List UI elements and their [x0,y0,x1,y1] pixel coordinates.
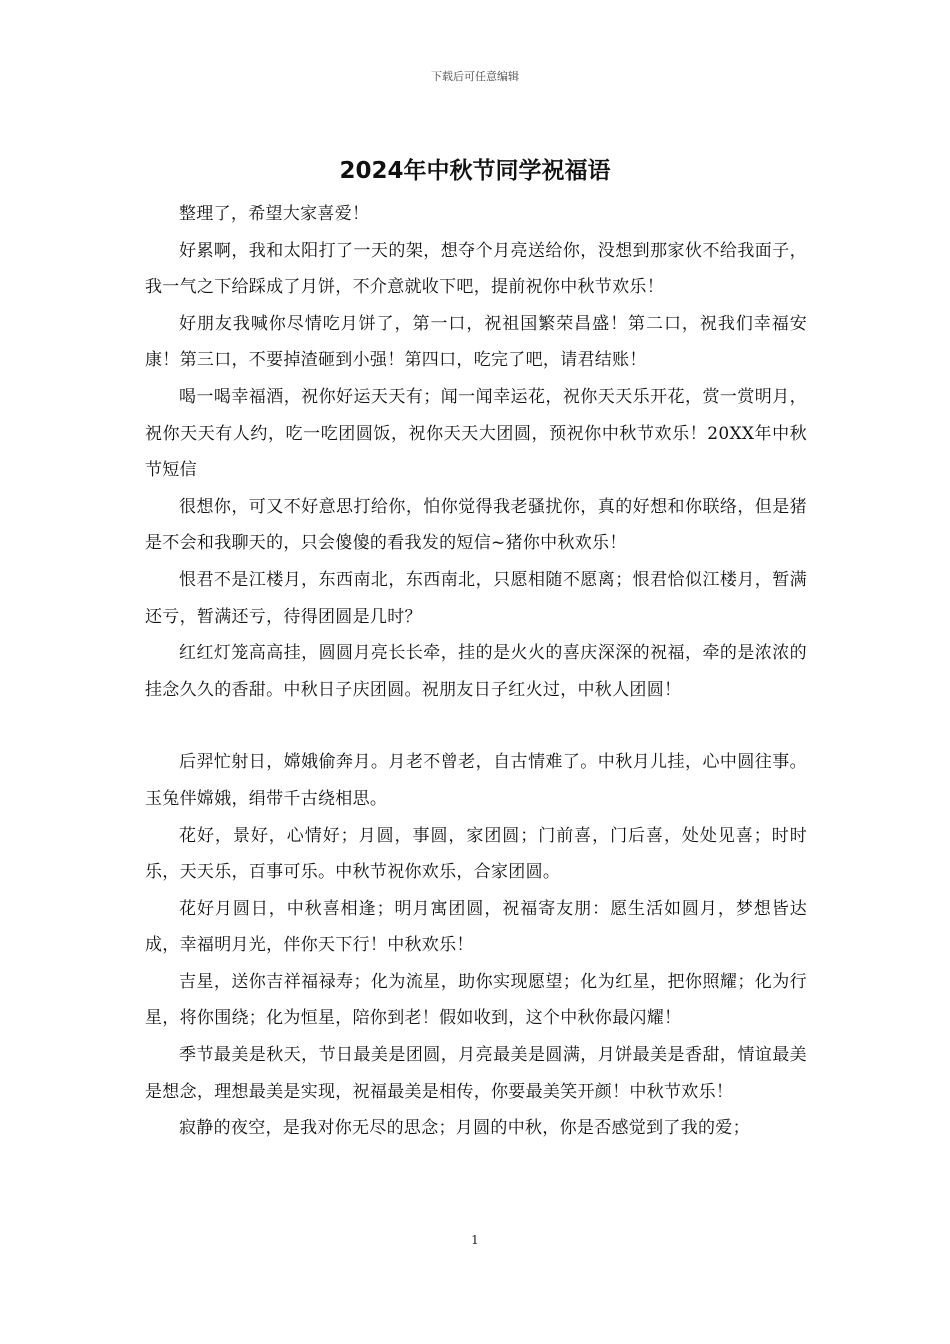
paragraph: 季节最美是秋天，节日最美是团圆，月亮最美是圆满，月饼最美是香甜，情谊最美是想念，理想最美是实现，祝福最美是相传，你要最美笑开颜！中秋节欢乐！ [145,1045,807,1102]
paragraph: 好累啊，我和太阳打了一天的架，想夺个月亮送给你，没想到那家伙不给我面子，我一气之下给踩成了月饼，不介意就收下吧，提前祝你中秋节欢乐！ [145,240,807,298]
page-title: 2024年中秋节同学祝福语 [339,158,611,184]
paragraph: 花好月圆日，中秋喜相逢；明月寓团圆，祝福寄友朋：愿生活如圆月，梦想皆达成，幸福明月光，伴你天下行！中秋欢乐！ [145,898,807,956]
paragraph: 寂静的夜空，是我对你无尽的思念；月圆的中秋，你是否感觉到了我的爱； [179,1118,750,1139]
paragraph: 喝一喝幸福酒，祝你好运天天有；闻一闻幸运花，祝你天天乐开花，赏一赏明月，祝你天天有人约，吃一吃团圆饭，祝你天天大团圆，预祝你中秋节欢乐！20XX年中秋节短信 [145,386,807,481]
paragraph: 好朋友我喊你尽情吃月饼了，第一口，祝祖国繁荣昌盛！第二口，祝我们幸福安康！第三口，不要掉渣砸到小强！第四口，吃完了吧，请君结账！ [145,313,807,371]
paragraph: 花好，景好，心情好；月圆，事圆，家团圆；门前喜，门后喜，处处见喜；时时乐，天天乐，百事可乐。中秋节祝你欢乐，合家团圆。 [145,825,807,883]
paragraph: 红红灯笼高高挂，圆圆月亮长长牵，挂的是火火的喜庆深深的祝福，牵的是浓浓的挂念久久的香甜。中秋日子庆团圆。祝朋友日子红火过，中秋人团圆！ [145,643,807,700]
paragraph: 恨君不是江楼月，东西南北，东西南北，只愿相随不愿离；恨君恰似江楼月，暂满还亏，暂满还亏，待得团圆是几时？ [145,569,807,627]
blank-line [145,708,807,744]
paragraph: 后羿忙射日，嫦娥偷奔月。月老不曾老，自古情难了。中秋月儿挂，心中圆往事。玉兔伴嫦娥，绢带千古绕相思。 [145,752,807,809]
paragraph: 很想你，可又不好意思打给你，怕你觉得我老骚扰你，真的好想和你联络，但是猪是不会和我聊天的，只会傻傻的看我发的短信~猪你中秋欢乐！ [145,496,807,554]
page-number: 1 [471,1233,479,1247]
header-note: 下载后可任意编辑 [431,70,519,83]
paragraph: 吉星，送你吉祥福禄寿；化为流星，助你实现愿望；化为红星，把你照耀；化为行星，将你围绕；化为恒星，陪你到老！假如收到，这个中秋你最闪耀！ [145,971,807,1029]
document-body [145,196,807,1147]
paragraph-intro: 整理了，希望大家喜爱！ [179,204,370,224]
